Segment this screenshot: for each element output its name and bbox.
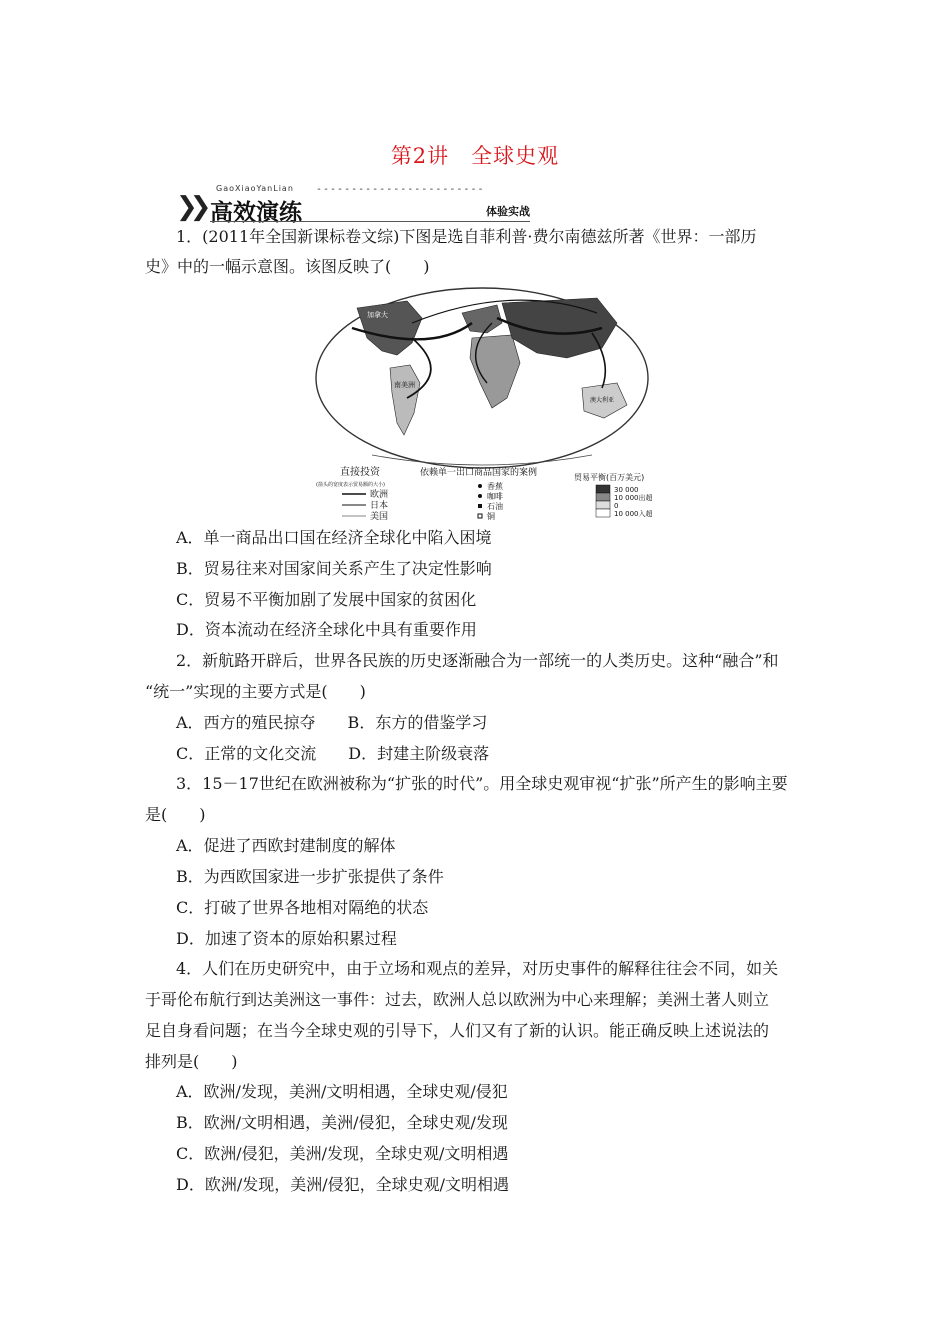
legend-single-export: 依赖单一出口商品国家的案例 — [420, 468, 538, 478]
q4-option-d: D．欧洲/发现，美洲/侵犯，全球史观/文明相遇 — [176, 1175, 510, 1194]
banner-dashes: ------------------------ — [316, 184, 485, 195]
legend-banana: 香蕉 — [487, 482, 503, 491]
world-trade-map — [312, 283, 652, 523]
legend-japan: 日本 — [370, 501, 389, 511]
page-title: 第2讲 全球史观 — [390, 144, 560, 168]
coffee-icon — [478, 494, 482, 498]
legend-trade-balance: 贸易平衡(百万美元) — [574, 473, 645, 482]
q2-stem-line2: “统一”实现的主要方式是( ) — [145, 682, 366, 701]
legend-usa: 美国 — [370, 512, 389, 522]
legend-b1: 30 000 — [614, 486, 639, 494]
legend-b4: 10 000入超 — [614, 510, 652, 518]
q1-option-d: D．资本流动在经济全球化中具有重要作用 — [176, 620, 477, 639]
legend-copper: 铜 — [487, 512, 495, 521]
legend-swatch-3 — [596, 501, 610, 509]
legend-coffee: 咖啡 — [487, 492, 503, 501]
chevron-icon: ❯❯ — [176, 192, 204, 222]
q4-stem-line3: 足自身看问题；在当今全球史观的引导下，人们又有了新的认识。能正确反映上述说法的 — [145, 1021, 770, 1040]
label-canada: 加拿大 — [367, 311, 388, 319]
q3-option-c: C．打破了世界各地相对隔绝的状态 — [176, 898, 429, 917]
q4-stem-line2: 于哥伦布航行到达美洲这一事件：过去，欧洲人总以欧洲为中心来理解；美洲土著人则立 — [145, 990, 770, 1009]
q3-stem-line1: 3．15－17世纪在欧洲被称为“扩张的时代”。用全球史观审视“扩张”所产生的影响主要 — [176, 774, 788, 793]
q3-stem-line2: 是( ) — [145, 805, 206, 824]
q3-option-a: A．促进了西欧封建制度的解体 — [176, 836, 396, 855]
banner-rule — [210, 221, 530, 222]
legend-arrow-note: (箭头的宽度表示贸易额的大小) — [316, 482, 385, 488]
section-banner — [176, 184, 536, 224]
legend — [316, 465, 652, 522]
q4-stem-line4: 排列是( ) — [145, 1052, 238, 1071]
legend-b3: 0 — [614, 502, 619, 510]
legend-swatch-2 — [596, 493, 610, 501]
label-south-america: 南美洲 — [394, 381, 415, 389]
label-australia: 澳大利亚 — [590, 397, 615, 404]
legend-swatch-4 — [596, 509, 610, 517]
q4-option-b: B．欧洲/文明相遇，美洲/侵犯，全球史观/发现 — [176, 1113, 508, 1132]
oil-icon — [478, 504, 482, 508]
q1-stem-line1: 1．(2011年全国新课标卷文综)下图是选自菲利普·费尔南德兹所著《世界：一部历 — [176, 227, 757, 246]
q1-stem-line2: 史》中的一幅示意图。该图反映了( ) — [145, 257, 430, 276]
banner-title: 高效演练 — [210, 200, 302, 226]
q1-option-b: B．贸易往来对国家间关系产生了决定性影响 — [176, 559, 492, 578]
banana-icon — [478, 484, 482, 488]
q4-option-c: C．欧洲/侵犯，美洲/发现，全球史观/文明相遇 — [176, 1144, 509, 1163]
q2-options-row2: C．正常的文化交流 D．封建主阶级衰落 — [176, 744, 490, 763]
legend-b2: 10 000出超 — [614, 494, 652, 502]
legend-europe: 欧洲 — [370, 490, 389, 500]
q1-option-a: A．单一商品出口国在经济全球化中陷入困境 — [176, 528, 492, 547]
banner-pinyin: GaoXiaoYanLian — [216, 184, 294, 193]
q4-option-a: A．欧洲/发现，美洲/文明相遇，全球史观/侵犯 — [176, 1082, 508, 1101]
q3-option-d: D．加速了资本的原始积累过程 — [176, 929, 397, 948]
banner-subtitle: 体验实战 — [486, 205, 530, 218]
q3-option-b: B．为西欧国家进一步扩张提供了条件 — [176, 867, 444, 886]
q2-stem-line1: 2．新航路开辟后，世界各民族的历史逐渐融合为一部统一的人类历史。这种“融合”和 — [176, 651, 779, 670]
legend-oil: 石油 — [487, 502, 503, 511]
q4-stem-line1: 4．人们在历史研究中，由于立场和观点的差异，对历史事件的解释往往会不同，如关 — [176, 959, 779, 978]
copper-icon — [478, 514, 482, 518]
q2-options-row1: A．西方的殖民掠夺 B．东方的借鉴学习 — [176, 713, 488, 732]
legend-swatch-1 — [596, 485, 610, 493]
legend-direct-investment: 直接投资 — [340, 467, 380, 478]
q1-option-c: C．贸易不平衡加剧了发展中国家的贫困化 — [176, 590, 477, 609]
